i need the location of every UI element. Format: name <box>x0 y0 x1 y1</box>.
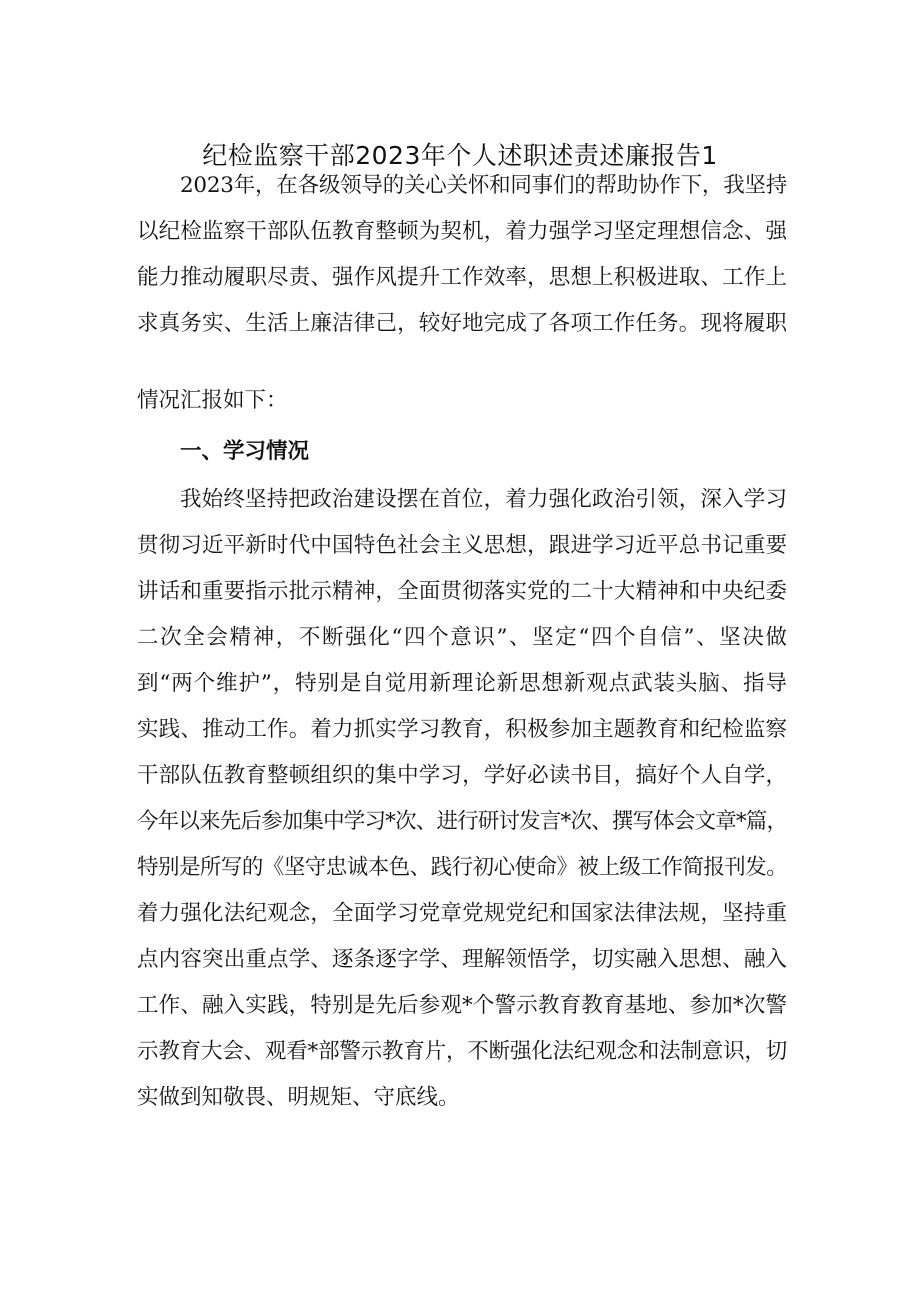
section-line-2: 贯彻习近平新时代中国特色社会主义思想，跟进学习近平总书记重要 <box>137 533 787 558</box>
section-line-4: 二次全会精神，不断强化“四个意识”、坚定“四个自信”、坚决做 <box>137 625 787 650</box>
section-line-1: 我始终坚持把政治建设摆在首位，着力强化政治引领，深入学习 <box>180 487 787 512</box>
section-line-6: 实践、推动工作。着力抓实学习教育，积极参加主题教育和纪检监察 <box>137 717 787 742</box>
section-line-8: 今年以来先后参加集中学习*次、进行研讨发言*次、撰写体会文章*篇， <box>137 809 787 834</box>
intro-line-2: 以纪检监察干部队伍教育整顿为契机，着力强学习坚定理想信念、强 <box>137 219 787 244</box>
section-line-12: 工作、融入实践，特别是先后参观*个警示教育教育基地、参加*次警 <box>137 993 787 1018</box>
intro-line-3: 能力推动履职尽责、强作风提升工作效率，思想上积极进取、工作上 <box>137 265 787 290</box>
document-title: 纪检监察干部2023年个人述职述责述廉报告1 <box>202 141 718 170</box>
section-line-13: 示教育大会、观看*部警示教育片，不断强化法纪观念和法制意识，切 <box>137 1039 787 1064</box>
intro-line-1: 2023年，在各级领导的关心关怀和同事们的帮助协作下，我坚持 <box>180 173 787 198</box>
intro-line-5: 情况汇报如下： <box>137 388 288 413</box>
section-line-5: 到“两个维护”，特别是自觉用新理论新思想新观点武装头脑、指导 <box>137 671 787 696</box>
section-heading: 一、学习情况 <box>180 439 310 464</box>
section-line-14: 实做到知敬畏、明规矩、守底线。 <box>137 1085 460 1110</box>
section-line-11: 点内容突出重点学、逐条逐字学、理解领悟学，切实融入思想、融入 <box>137 947 787 972</box>
section-line-9: 特别是所写的《坚守忠诚本色、践行初心使命》被上级工作简报刊发。 <box>137 855 787 880</box>
section-line-3: 讲话和重要指示批示精神，全面贯彻落实党的二十大精神和中央纪委 <box>137 579 787 604</box>
section-line-7: 干部队伍教育整顿组织的集中学习，学好必读书目，搞好个人自学， <box>137 763 787 788</box>
intro-line-4: 求真务实、生活上廉洁律己，较好地完成了各项工作任务。现将履职 <box>137 311 787 336</box>
section-line-10: 着力强化法纪观念，全面学习党章党规党纪和国家法律法规，坚持重 <box>137 901 787 926</box>
